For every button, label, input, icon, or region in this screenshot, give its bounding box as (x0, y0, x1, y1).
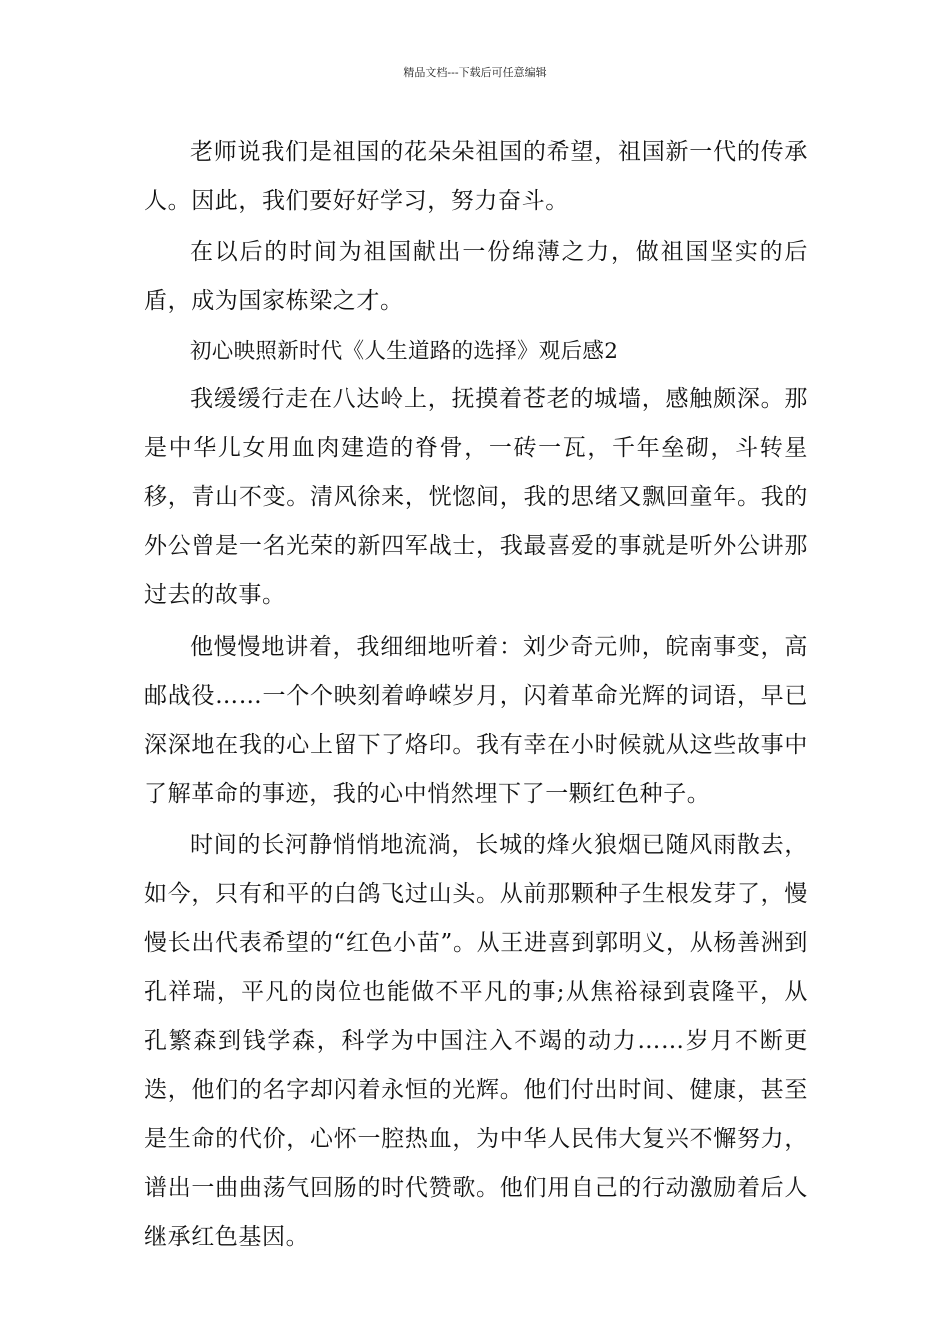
page-header: 精品文档---下载后可任意编辑 (403, 66, 547, 79)
paragraph: 他慢慢地讲着，我细细地听着：刘少奇元帅，皖南事变，高邮战役……一个个映刻着峥嵘岁月，闪着革命光辉的词语，早已深深地在我的心上留下了烙印。我有幸在小时候就从这些故事中了解革命的事迹，我的心中悄然埋下了一颗红色种子。 (144, 634, 808, 807)
text-block-intro (144, 128, 808, 326)
text-block-story (144, 623, 808, 1262)
paragraph: 我缓缓行走在八达岭上，抚摸着苍老的城墙，感触颇深。那是中华儿女用血肉建造的脊骨，一砖一瓦，千年垒砌，斗转星移，青山不变。清风徐来，恍惚间，我的思绪又飘回童年。我的外公曾是一名光荣的新四军战士，我最喜爱的事就是听外公讲那过去的故事。 (144, 386, 808, 608)
paragraph: 老师说我们是祖国的花朵朵祖国的希望，祖国新一代的传承人。因此，我们要好好学习，努力奋斗。 (144, 139, 808, 214)
paragraph: 在以后的时间为祖国献出一份绵薄之力，做祖国坚实的后盾，成为国家栋梁之才。 (144, 239, 808, 314)
section-title: 初心映照新时代《人生道路的选择》观后感2 (190, 339, 619, 364)
paragraph: 时间的长河静悄悄地流淌，长城的烽火狼烟已随风雨散去，如今，只有和平的白鸽飞过山头。从前那颗种子生根发芽了，慢慢长出代表希望的“红色小苗”。从王进喜到郭明义，从杨善洲到孔祥瑞，平凡的岗位也能做不平凡的事;从焦裕禄到袁隆平，从孔繁森到钱学森，科学为中国注入不竭的动力……岁月不断更迭，他们的名字却闪着永恒的光辉。他们付出时间、健康，甚至是生命的代价，心怀一腔热血，为中华人民伟大复兴不懈努力，谱出一曲曲荡气回肠的时代赞歌。他们用自己的行动激励着后人继承红色基因。 (144, 832, 808, 1250)
text-block-memory (144, 375, 808, 620)
